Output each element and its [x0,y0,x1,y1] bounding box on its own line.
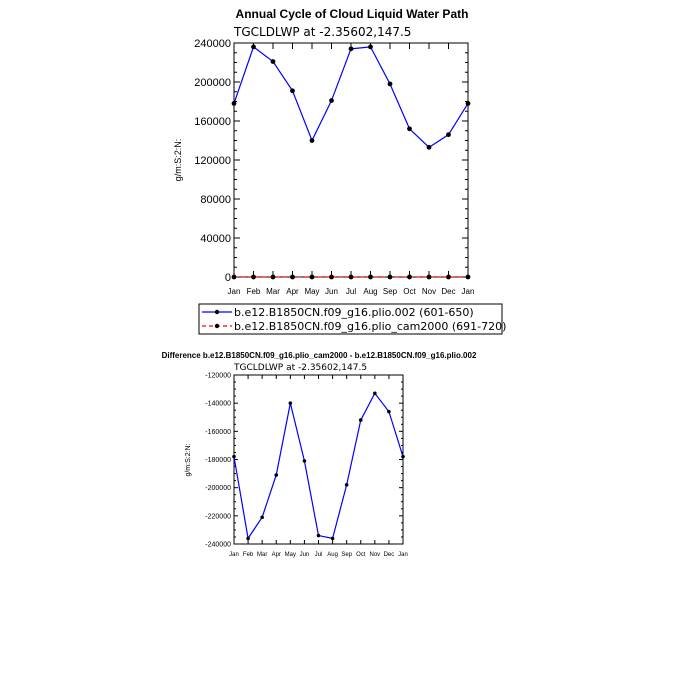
data-point [290,275,295,280]
data-point [260,515,264,519]
x-tick-label: Feb [242,552,254,558]
series-line-1 [234,393,403,538]
y-tick-label: 40000 [200,232,231,245]
x-tick-label: Jul [314,552,323,558]
difference-panel [162,351,477,558]
data-point [349,46,354,51]
diff-chart-title: Difference b.e12.B1850CN.f09_g16.plio_cam2000 - b.e12.B1850CN.f09_g16.plio.002 [161,351,477,360]
x-tick-label: Jul [345,287,357,296]
data-point [246,537,250,541]
data-point [310,138,315,143]
data-point [373,392,377,396]
y-tick-label: -180000 [205,456,231,464]
data-point [331,537,335,541]
data-point [274,473,278,477]
data-point [427,145,432,150]
data-point [349,275,354,280]
x-tick-label: Dec [383,552,395,558]
data-point [407,275,412,280]
x-tick-label: Nov [369,552,381,558]
data-point [271,59,276,64]
data-point [388,82,393,87]
y-tick-label: 0 [224,271,231,284]
y-tick-label: -140000 [205,400,231,408]
x-tick-label: Dec [441,287,456,296]
data-point [232,275,237,280]
x-tick-label: Apr [286,287,299,296]
x-tick-label: Mar [266,287,280,296]
data-point [368,45,373,50]
data-point [232,455,236,459]
x-tick-label: May [304,287,320,296]
y-axis-label: g/m:S:2:N: [173,138,183,182]
y-tick-label: -220000 [205,513,231,521]
legend-label-1: b.e12.B1850CN.f09_g16.plio.002 (601-650) [234,306,474,319]
x-tick-label: May [284,552,297,558]
plot-frame [234,43,468,277]
y-tick-label: 120000 [194,154,231,167]
diff-chart-subtitle: TGCLDLWP at -2.35602,147.5 [234,363,368,373]
data-point [329,275,334,280]
data-point [289,401,293,405]
x-tick-label: Sep [341,552,353,558]
data-point [303,459,307,463]
data-point [466,101,471,106]
data-point [427,275,432,280]
data-point [359,418,363,422]
data-point [446,132,451,137]
y-tick-label: -120000 [205,372,231,380]
x-tick-label: Jan [227,287,241,296]
x-tick-label: Jun [299,552,310,558]
data-point [232,101,237,106]
data-point [368,275,373,280]
legend-label-2: b.e12.B1850CN.f09_g16.plio_cam2000 (691-720) [234,320,507,333]
data-point [387,410,391,414]
data-point [251,275,256,280]
x-tick-label: Mar [256,552,268,558]
data-point [271,275,276,280]
y-tick-label: 80000 [200,193,231,206]
data-point [407,126,412,131]
x-tick-label: Sep [382,287,398,296]
legend-marker-1 [215,310,219,314]
y-tick-label: 200000 [194,76,231,89]
x-tick-label: Jan [229,552,239,558]
chart-title: Annual Cycle of Cloud Liquid Water Path [235,7,469,21]
diff-y-axis-label: g/m:S:2:N: [185,443,192,477]
x-tick-label: Aug [363,287,378,296]
y-tick-label: -240000 [205,541,231,549]
diff-plot-frame [234,375,403,544]
x-tick-label: Nov [421,287,437,296]
data-point [401,455,405,459]
series-line-1 [234,47,468,147]
legend-entry-2 [202,320,506,333]
x-tick-label: Oct [356,552,366,558]
y-tick-label: 160000 [194,115,231,128]
annual-cycle-panel [173,7,506,334]
data-point [317,534,321,538]
x-tick-label: Jun [325,287,338,296]
data-point [290,88,295,93]
x-tick-label: Apr [271,552,281,558]
data-point [251,45,256,50]
x-tick-label: Jan [461,287,475,296]
x-tick-label: Oct [403,287,416,296]
chart-subtitle: TGCLDLWP at -2.35602,147.5 [234,25,412,39]
data-point [388,275,393,280]
y-tick-label: -160000 [205,428,231,436]
data-point [345,483,349,487]
data-point [329,98,334,103]
x-tick-label: Jan [398,552,408,558]
x-tick-label: Aug [327,552,338,558]
x-tick-label: Feb [246,287,261,296]
y-tick-label: 240000 [194,37,231,50]
data-point [446,275,451,280]
data-point [466,275,471,280]
legend-marker-2 [215,324,219,328]
legend-entry-1 [202,306,474,319]
y-tick-label: -200000 [205,485,231,493]
data-point [310,275,315,280]
